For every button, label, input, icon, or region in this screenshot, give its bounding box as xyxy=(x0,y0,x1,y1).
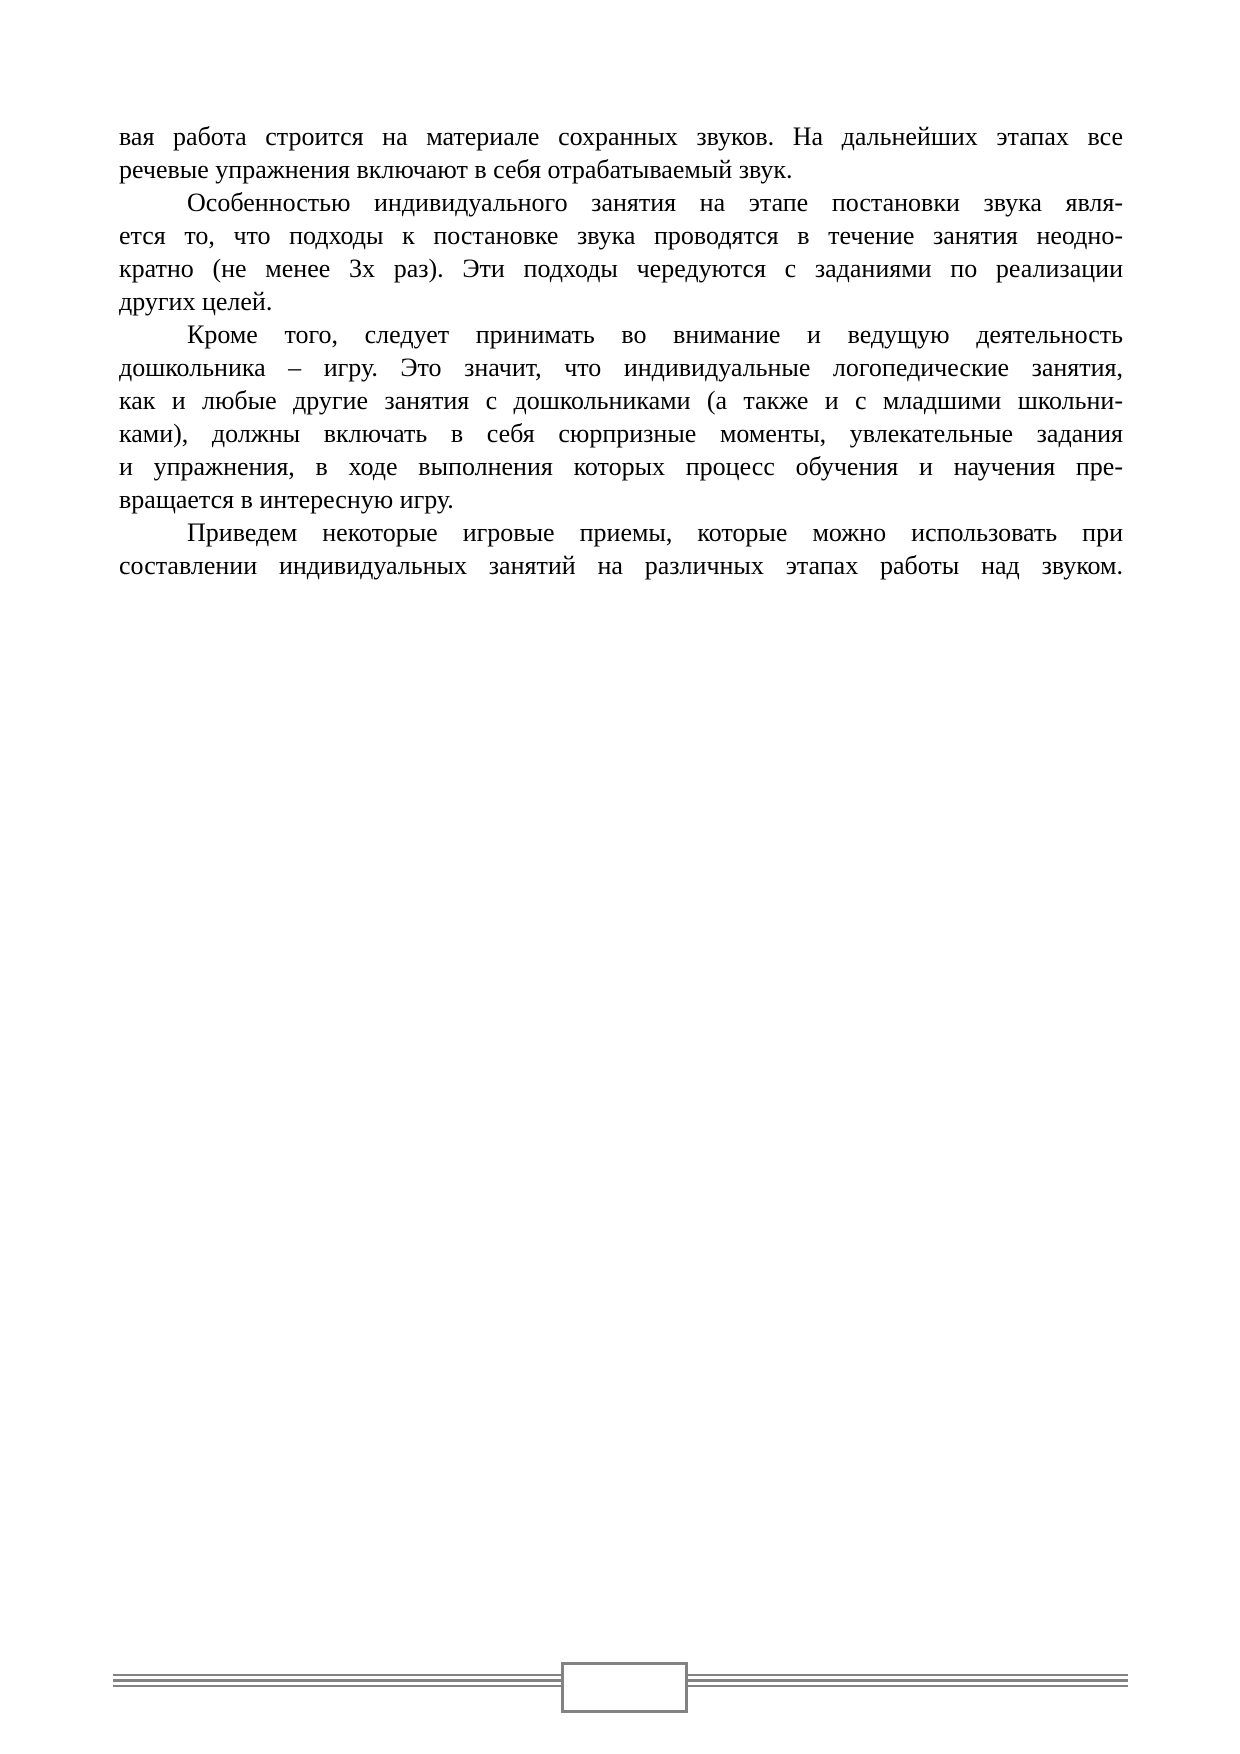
text-line: ками), должны включать в себя сюрпризные моменты, увлекательные задания xyxy=(119,419,1123,448)
text-line: и упражнения, в ходе выполнения которых процесс обучения и научения пре- xyxy=(119,452,1123,481)
text-line: кратно (не менее 3х раз). Эти подходы чередуются с заданиями по реализации xyxy=(119,254,1123,283)
text-line: Кроме того, следует принимать во внимание и ведущую деятельность xyxy=(187,320,1123,349)
text-line: составлении индивидуальных занятий на различных этапах работы над звуком. xyxy=(119,551,1123,580)
text-line: ется то, что подходы к постановке звука проводятся в течение занятия неодно- xyxy=(119,221,1123,250)
page-number-box xyxy=(561,1662,688,1713)
text-line: речевые упражнения включают в себя отрабатываемый звук. xyxy=(119,155,793,184)
body-text xyxy=(119,120,1123,582)
text-line: вая работа строится на материале сохранных звуков. На дальнейших этапах все xyxy=(119,122,1123,151)
text-line: Приведем некоторые игровые приемы, которые можно использовать при xyxy=(187,518,1123,547)
text-line: вращается в интересную игру. xyxy=(119,485,454,514)
text-line: дошкольника – игру. Это значит, что индивидуальные логопедические занятия, xyxy=(119,353,1123,382)
text-line: как и любые другие занятия с дошкольниками (а также и с младшими школьни- xyxy=(119,386,1123,415)
text-line: других целей. xyxy=(119,287,273,316)
text-line: Особенностью индивидуального занятия на этапе постановки звука явля- xyxy=(187,188,1123,217)
